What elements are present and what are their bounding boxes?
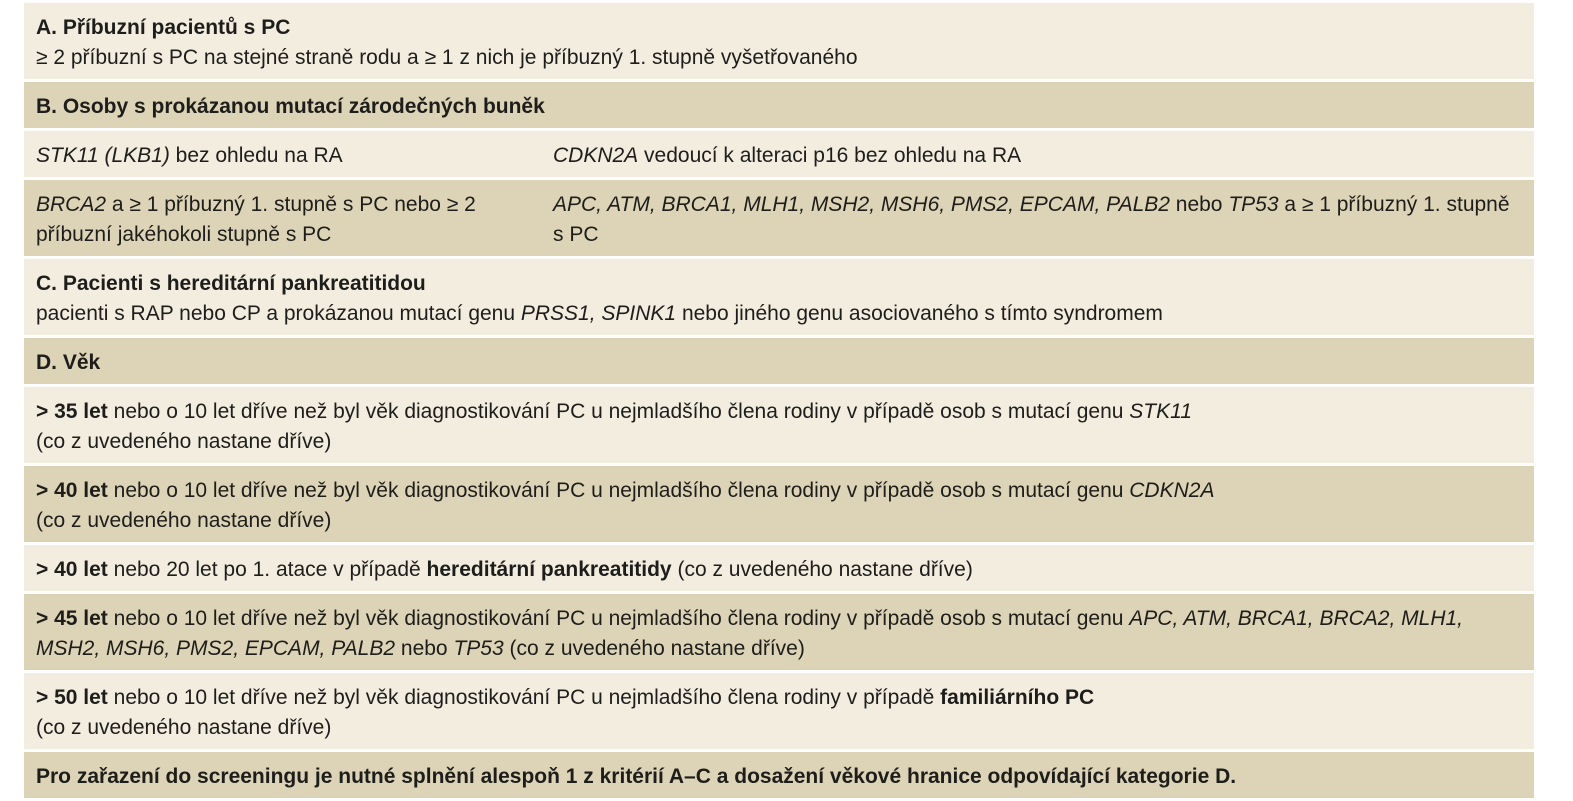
gene-name: CDKN2A [1129, 479, 1215, 502]
criterion-text: a ≥ 1 příbuzný 1. stupně s PC [553, 193, 1510, 246]
age-row-40-hp-line [36, 555, 1522, 585]
gene-name: BRCA2 [36, 193, 107, 216]
criterion-text: a ≥ 1 příbuzný 1. stupně s PC nebo ≥ 2 příbuzní jakéhokoli stupně s PC [36, 193, 476, 246]
age-row-45-line [36, 604, 1522, 664]
criterion-text: vedoucí k alteraci p16 bez ohledu na RA [638, 144, 1022, 167]
condition-name: familiárního PC [940, 686, 1095, 709]
section-b-row-1-left [36, 141, 553, 171]
section-b-row-1 [24, 131, 1534, 180]
footer-note: Pro zařazení do screeningu je nutné splnění alespoň 1 z kritérií A–C a dosažení věkové hranice odpovídající kategorie D. [36, 765, 1237, 788]
criterion-text: pacienti s RAP nebo CP a prokázanou mutací genu [36, 302, 521, 325]
criterion-text: nebo 20 let po 1. atace v případě [107, 558, 427, 581]
age-row-50-note: (co z uvedeného nastane dříve) [36, 716, 332, 739]
section-a-heading: A. Příbuzní pacientů s PC [36, 16, 291, 39]
gene-list: APC, ATM, BRCA1, MLH1, MSH2, MSH6, PMS2, EPCAM, PALB2 [553, 193, 1170, 216]
section-d-heading-row [24, 338, 1534, 387]
condition-name: hereditární pankreatitidy [426, 558, 672, 581]
age-row-40-cdkn2a [24, 466, 1534, 545]
criterion-note: (co z uvedeného nastane dříve) [503, 637, 805, 660]
section-c-heading: C. Pacienti s hereditární pankreatitidou [36, 272, 426, 295]
age-threshold: > 45 let [36, 607, 108, 630]
age-threshold: > 50 let [36, 686, 108, 709]
age-row-35-line [36, 397, 1522, 427]
section-b-row-1-right [553, 141, 1522, 171]
conjunction: nebo [1169, 193, 1229, 216]
age-row-40-note: (co z uvedeného nastane dříve) [36, 509, 332, 532]
gene-name: TP53 [1228, 193, 1279, 216]
criterion-text: nebo jiného genu asociovaného s tímto syndromem [676, 302, 1163, 325]
age-row-40-hp [24, 545, 1534, 594]
age-threshold: > 35 let [36, 400, 108, 423]
age-row-40-line [36, 476, 1522, 506]
section-b-heading-row [24, 82, 1534, 131]
section-c [24, 259, 1534, 338]
gene-name: CDKN2A [553, 144, 639, 167]
section-b-row-2-right [553, 190, 1522, 250]
section-d-heading: D. Věk [36, 351, 101, 374]
section-a [24, 3, 1534, 82]
age-row-35 [24, 387, 1534, 466]
age-row-35-note: (co z uvedeného nastane dříve) [36, 430, 332, 453]
section-b-heading: B. Osoby s prokázanou mutací zárodečných buněk [36, 95, 545, 118]
gene-name: TP53 [453, 637, 504, 660]
age-row-50-line [36, 683, 1522, 713]
criteria-table [24, 3, 1534, 801]
age-threshold: > 40 let [36, 558, 108, 581]
criterion-note: (co z uvedeného nastane dříve) [671, 558, 973, 581]
age-row-45 [24, 594, 1534, 673]
section-b-row-2-left [36, 190, 553, 250]
gene-list: PRSS1, SPINK1 [520, 302, 677, 325]
criterion-text: nebo o 10 let dříve než byl věk diagnostikování PC u nejmladšího člena rodiny v případě osob s mutací genu [107, 400, 1130, 423]
age-threshold: > 40 let [36, 479, 108, 502]
criterion-text: nebo o 10 let dříve než byl věk diagnostikování PC u nejmladšího člena rodiny v případě osob s mutací genu [107, 607, 1130, 630]
criterion-text: bez ohledu na RA [169, 144, 343, 167]
footer-row [24, 752, 1534, 801]
section-a-text: ≥ 2 příbuzní s PC na stejné straně rodu a ≥ 1 z nich je příbuzný 1. stupně vyšetřovaného [36, 46, 858, 69]
section-c-text [36, 299, 1522, 329]
gene-name: STK11 (LKB1) [36, 144, 170, 167]
conjunction: nebo [395, 637, 454, 660]
section-b-row-2 [24, 180, 1534, 259]
age-row-50 [24, 673, 1534, 752]
criterion-text: nebo o 10 let dříve než byl věk diagnostikování PC u nejmladšího člena rodiny v případě [107, 686, 941, 709]
gene-name: STK11 [1129, 400, 1192, 423]
criterion-text: nebo o 10 let dříve než byl věk diagnostikování PC u nejmladšího člena rodiny v případě osob s mutací genu [107, 479, 1130, 502]
gene-list: APC, ATM, BRCA1, BRCA2, MLH1, MSH2, MSH6, PMS2, EPCAM, PALB2 [36, 607, 1464, 660]
